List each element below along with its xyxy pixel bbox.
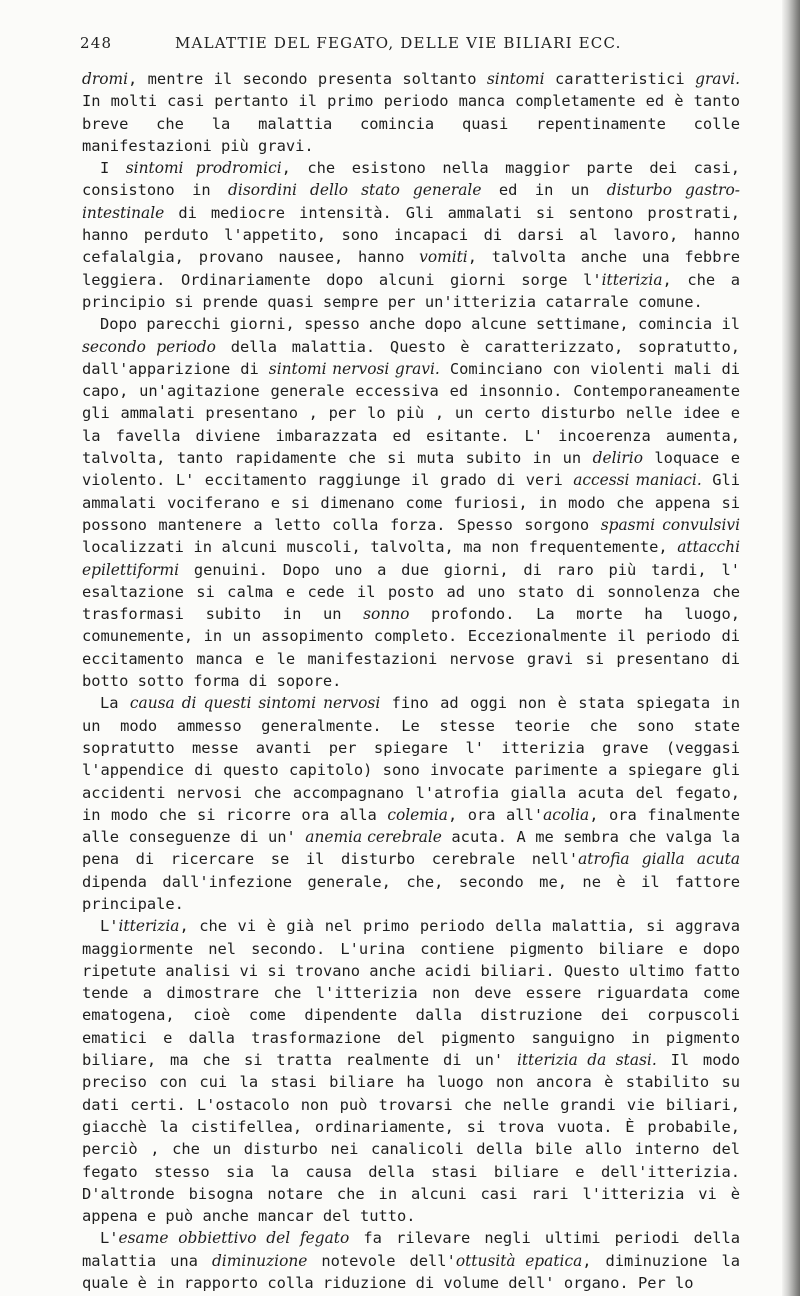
text-run: L' — [100, 917, 119, 936]
text-run: , talvolta anche una febbre leggiera. Ordinariamente dopo alcuni giorni sorge l' — [82, 248, 741, 289]
italic-run: atrofia gialla acuta — [578, 850, 741, 869]
paragraph — [82, 1227, 740, 1294]
text-run: Il modo preciso con cui la stasi biliare ha luogo non ancora è stabilito su dati certi. L'ostacolo non può trovarsi che nelle grandi vie biliari, giacchè la cistifellea, ordinariamente, si trova vuota. È probabile, perciò , che un disturbo nei canalicoli della bile allo interno del fegato stesso sia la causa della stasi biliare e dell'itterizia. D'altronde bisogna notare che in alcuni casi rari l'itterizia vi è appena e può anche mancar del tutto. — [82, 1051, 740, 1226]
text-run: , ora all' — [447, 805, 544, 824]
text-run: , che a principio si prende quasi sempre per un'itterizia catarrale comune. — [82, 270, 740, 311]
text-run: profondo. La morte ha luogo, comunemente, in un assopimento completo. Eccezionalmente il periodo di eccitamento manca e le manifestazioni nervose gravi si presentano di botto sotto forma di sopore. — [82, 605, 741, 691]
text-run: L' — [100, 1229, 119, 1248]
italic-run: gravi. — [695, 70, 740, 88]
page-header — [80, 34, 740, 58]
italic-run: disturbo gastro-intestinale — [82, 181, 740, 222]
paragraph — [82, 692, 740, 915]
paragraph — [82, 157, 740, 313]
page-number: 248 — [80, 34, 113, 52]
italic-run: sintomi — [486, 70, 545, 88]
italic-run: disordini dello stato generale — [228, 181, 482, 200]
text-run: In molti casi pertanto il primo periodo manca completamente ed è tanto breve che la malattia comincia quasi repentinamente colle manifestazioni più gravi. — [82, 92, 740, 155]
italic-run: accessi maniaci. — [573, 471, 702, 490]
italic-run: sonno — [363, 605, 410, 624]
text-run: localizzati in alcuni muscoli, talvolta, ma non frequentemente, — [82, 538, 678, 557]
italic-run: diminuzione — [211, 1251, 308, 1270]
page-edge-shadow — [782, 0, 800, 1296]
italic-run: causa di questi sintomi nervosi — [129, 694, 381, 713]
italic-run: itterizia da stasi. — [516, 1051, 657, 1070]
text-run: , che vi è già nel primo periodo della malattia, si aggrava maggiormente nel secondo. L'urina contiene pigmento biliare e dopo ripetute analisi vi si trovano anche acidi biliari. Questo ultimo fatto tende a dimostrare che l'itterizia non deve essere riguardata come ematogena, cioè come dipendente dalla distruzione dei corpuscoli ematici e dalla trasformazione del pigmento sanguigno in pigmento biliare, ma che si tratta realmente di un' — [82, 917, 740, 1070]
text-run: , che esistono nella maggior parte dei casi, consistono in — [82, 159, 740, 200]
text-run: , ora finalmente alle conseguenze di un' — [82, 805, 740, 847]
text-run: , diminuzione la quale è in rapporto colla riduzione di volume dell' organo. Per lo — [82, 1251, 740, 1293]
text-run: notevole dell' — [307, 1251, 456, 1270]
italic-run: acolia — [543, 805, 590, 824]
text-run: Gli ammalati vociferano e si dimenano come furiosi, in modo che appena si possono mantenere a letto colla forza. Spesso sorgono — [82, 471, 740, 534]
text-run: La — [100, 694, 130, 713]
text-run: dipenda dall'infezione generale, che, secondo me, ne è il fattore principale. — [82, 872, 740, 913]
text-run: acuta. A me sembra che valga la pena di ricercare se il disturbo cerebrale nell' — [82, 828, 741, 869]
italic-run: colemia — [387, 805, 448, 824]
paragraph — [82, 313, 740, 692]
italic-run: sintomi nervosi gravi. — [268, 359, 440, 378]
italic-run: delirio — [592, 449, 643, 468]
running-title: MALATTIE DEL FEGATO, DELLE VIE BILIARI ECC. — [175, 34, 622, 52]
italic-run: secondo periodo — [82, 337, 216, 356]
italic-run: spasmi convulsivi — [600, 515, 740, 534]
italic-run: dromi — [82, 70, 128, 88]
italic-run: ottusità epatica — [455, 1251, 583, 1270]
text-run: fino ad oggi non è stata spiegata in un modo ammesso generalmente. Le stesse teorie che sono state sopratutto messe avanti per spiegare l' itterizia grave (veggasi l'appendice di questo capitolo) sono invocate parimente a spiegare gli accidenti nervosi che accompagnano l'atrofia gialla acuta del fegato, in modo che si ricorre ora alla — [82, 694, 740, 824]
italic-run: sintomi prodromici — [125, 159, 282, 178]
text-run: Dopo parecchi giorni, spesso anche dopo alcune settimane, comincia il — [100, 315, 740, 334]
italic-run: itterizia — [601, 270, 663, 289]
paragraph — [82, 915, 740, 1227]
body-text — [82, 68, 740, 1294]
italic-run: esame obbiettivo del fegato — [118, 1229, 350, 1248]
text-run: caratteristici — [544, 70, 696, 88]
text-run: Cominciano con violenti mali di capo, un'agitazione generale eccessiva ed insonnio. Contemporaneamente gli ammalati presentano , per lo più , un certo disturbo nelle idee e la favella diviene imbarazzata ed esitante. L' incoerenza aumenta, talvolta, tanto rapidamente che si muta subito in un — [82, 359, 740, 468]
text-run: I — [100, 159, 126, 178]
italic-run: vomiti — [419, 248, 468, 267]
text-run: loquace e violento. L' eccitamento raggiunge il grado di veri — [82, 449, 740, 490]
text-run: di mediocre intensità. Gli ammalati si sentono prostrati, hanno perduto l'appetito, sono incapaci di darsi al lavoro, hanno cefalalgia, provano nausee, hanno — [82, 203, 740, 267]
text-run: fa rilevare negli ultimi periodi della malattia una — [82, 1229, 741, 1270]
paragraph — [82, 68, 740, 157]
italic-run: attacchi epilettiformi — [82, 538, 740, 579]
italic-run: anemia cerebrale — [305, 828, 442, 847]
text-run: ed in un — [481, 181, 607, 200]
text-run: genuini. Dopo uno a due giorni, di raro più tardi, l' esaltazione si calma e cede il posto ad uno stato di sonnolenza che trasformasi subito in un — [82, 560, 740, 624]
italic-run: itterizia — [118, 917, 180, 936]
text-run: , mentre il secondo presenta soltanto — [128, 70, 487, 88]
text-run: della malattia. Questo è caratterizzato, sopratutto, dall'apparizione di — [82, 337, 740, 378]
